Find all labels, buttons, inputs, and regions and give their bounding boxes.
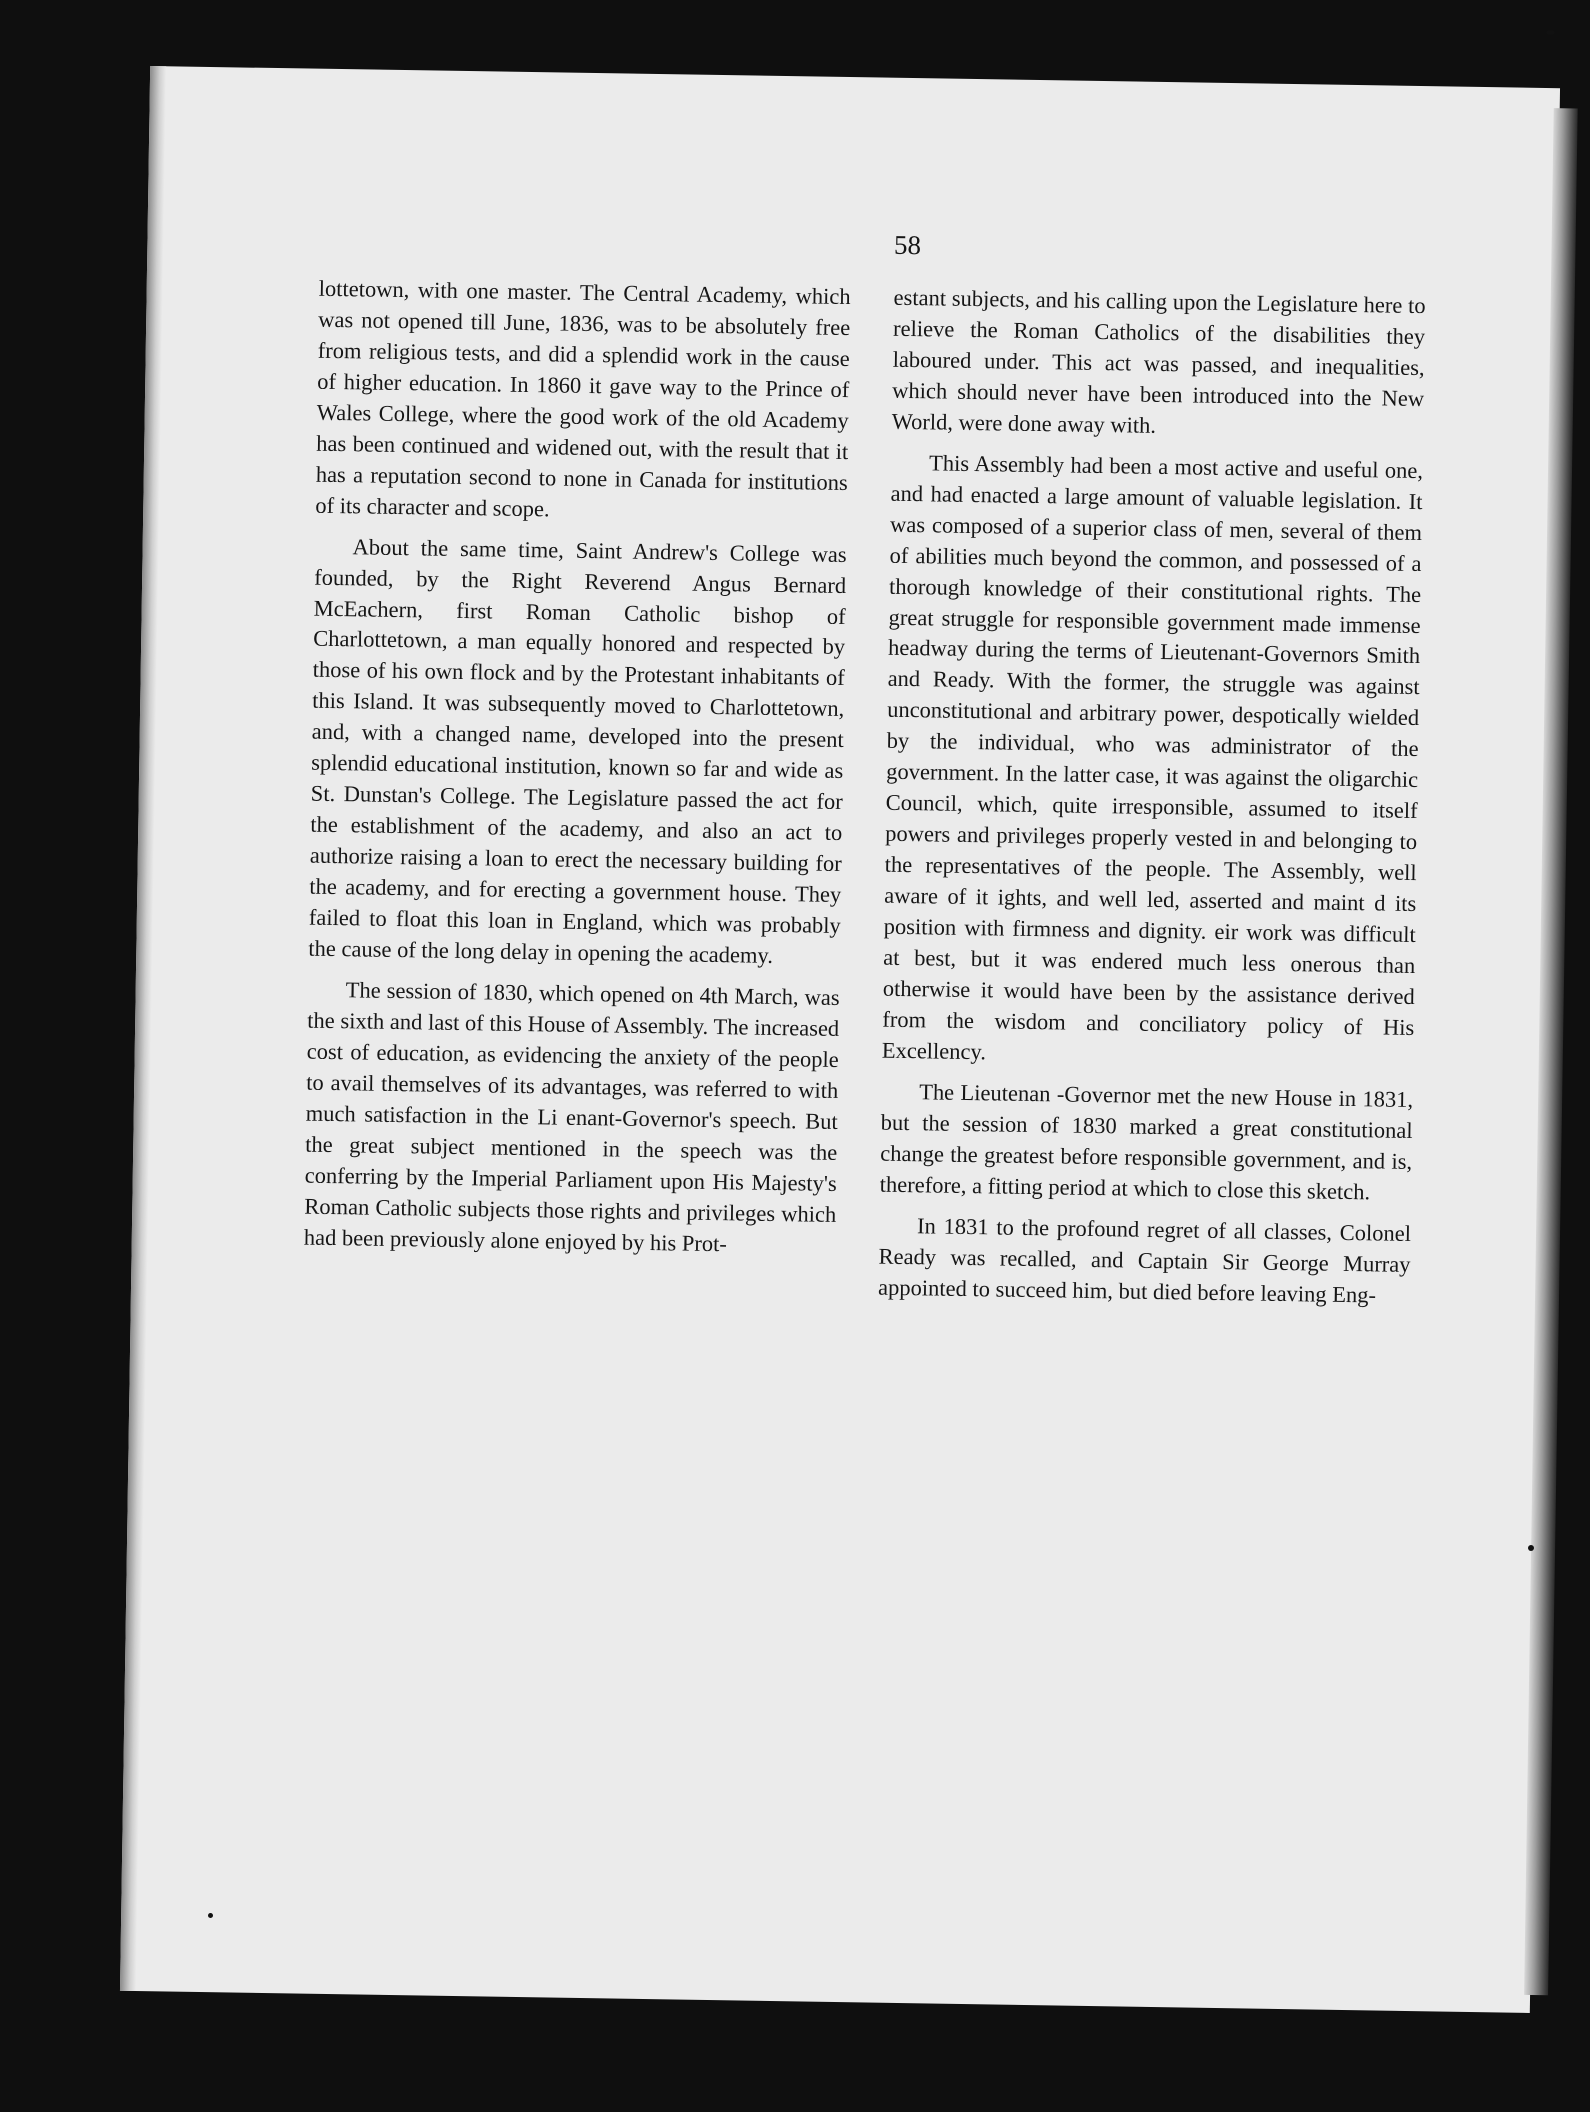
paragraph: About the same time, Saint Andrew's College was founded, by the Right Reverend Angus Bernard McEachern, first Roman Catholic bishop of Charlottetown, a man equally honored and respected by those of his own flock and by the Protestant inhabitants of this Island. It was subsequently moved to Charlottetown, and, with a changed name, developed into the present splendid educational institution, known so far and wide as St. Dunstan's College. The Legislature passed the act for the establishment of the academy, and also an act to authorize raising a loan to erect the necessary building for the academy, and for erecting a government house. They failed to float this loan in England, which was probably the cause of the long delay in opening the academy. xyxy=(308,533,847,968)
book-page xyxy=(120,66,1560,2013)
paragraph: lottetown, with one master. The Central Academy, which was not opened till June, 1836, was to be absolutely free from religious tests, and did a splendid work in the cause of higher education. In 1860 it gave way to the Prince of Wales College, where the good work of the old Academy has been continued and widened out, with the result that it has a reputation second to none in Canada for institutions of its character and scope. xyxy=(315,275,851,522)
page-number: 58 xyxy=(893,229,922,261)
paragraph: The session of 1830, which opened on 4th March, was the sixth and last of this House of Assembly. The increased cost of education, as evidencing the anxiety of the people to avail themselves of its advantages, was referred to with much satisfaction in the Li enant-Governor's speech. But the great subject mentioned in the speech was the conferring by the Imperial Parliament upon His Majesty's Roman Catholic subjects those rights and privileges which had been previously alone enjoyed by his Prot- xyxy=(303,977,840,1256)
scan-speck xyxy=(208,1913,213,1918)
paragraph: The Lieutenan -Governor met the new House in 1831, but the session of 1830 marked a great constitutional change the greatest before responsible government, and is, therefore, a fitting period at which to close this sketch. xyxy=(879,1079,1414,1205)
right-text-column xyxy=(878,283,1426,1322)
paragraph: This Assembly had been a most active and useful one, and had enacted a large amount of valuable legislation. It was composed of a superior class of men, several of them of abilities much beyond the common, and possessed of a thorough knowledge of their constitutional rights. The great struggle for responsible government made immense headway during the terms of Lieutenant-Governors Smith and Ready. With the former, the struggle was against unconstitutional and arbitrary power, despotically wielded by the individual, who was administrator of the government. In the latter case, it was against the oligarchic Council, which, quite irresponsible, assumed to itself powers and privileges properly vested in and belonging to the representatives of the people. The Assembly, well aware of it ights, and well led, asserted and maint d its position with firmness and dignity. eir work was difficult at best, but it was endered much less onerous than otherwise it would have been by the assistance derived from the wisdom and conciliatory policy of His Excellency. xyxy=(881,450,1424,1065)
scan-speck xyxy=(1546,30,1555,35)
scan-speck xyxy=(1528,1545,1534,1551)
paragraph: estant subjects, and his calling upon the Legislature here to relieve the Roman Catholics of the disabilities they laboured under. This act was passed, and inequalities, which should never have been introduced into the New World, were done away with. xyxy=(891,284,1426,438)
paragraph: In 1831 to the profound regret of all classes, Colonel Ready was recalled, and Captain Sir George Murray appointed to succeed him, but died before leaving Eng- xyxy=(877,1212,1412,1307)
left-text-column xyxy=(303,274,850,1272)
